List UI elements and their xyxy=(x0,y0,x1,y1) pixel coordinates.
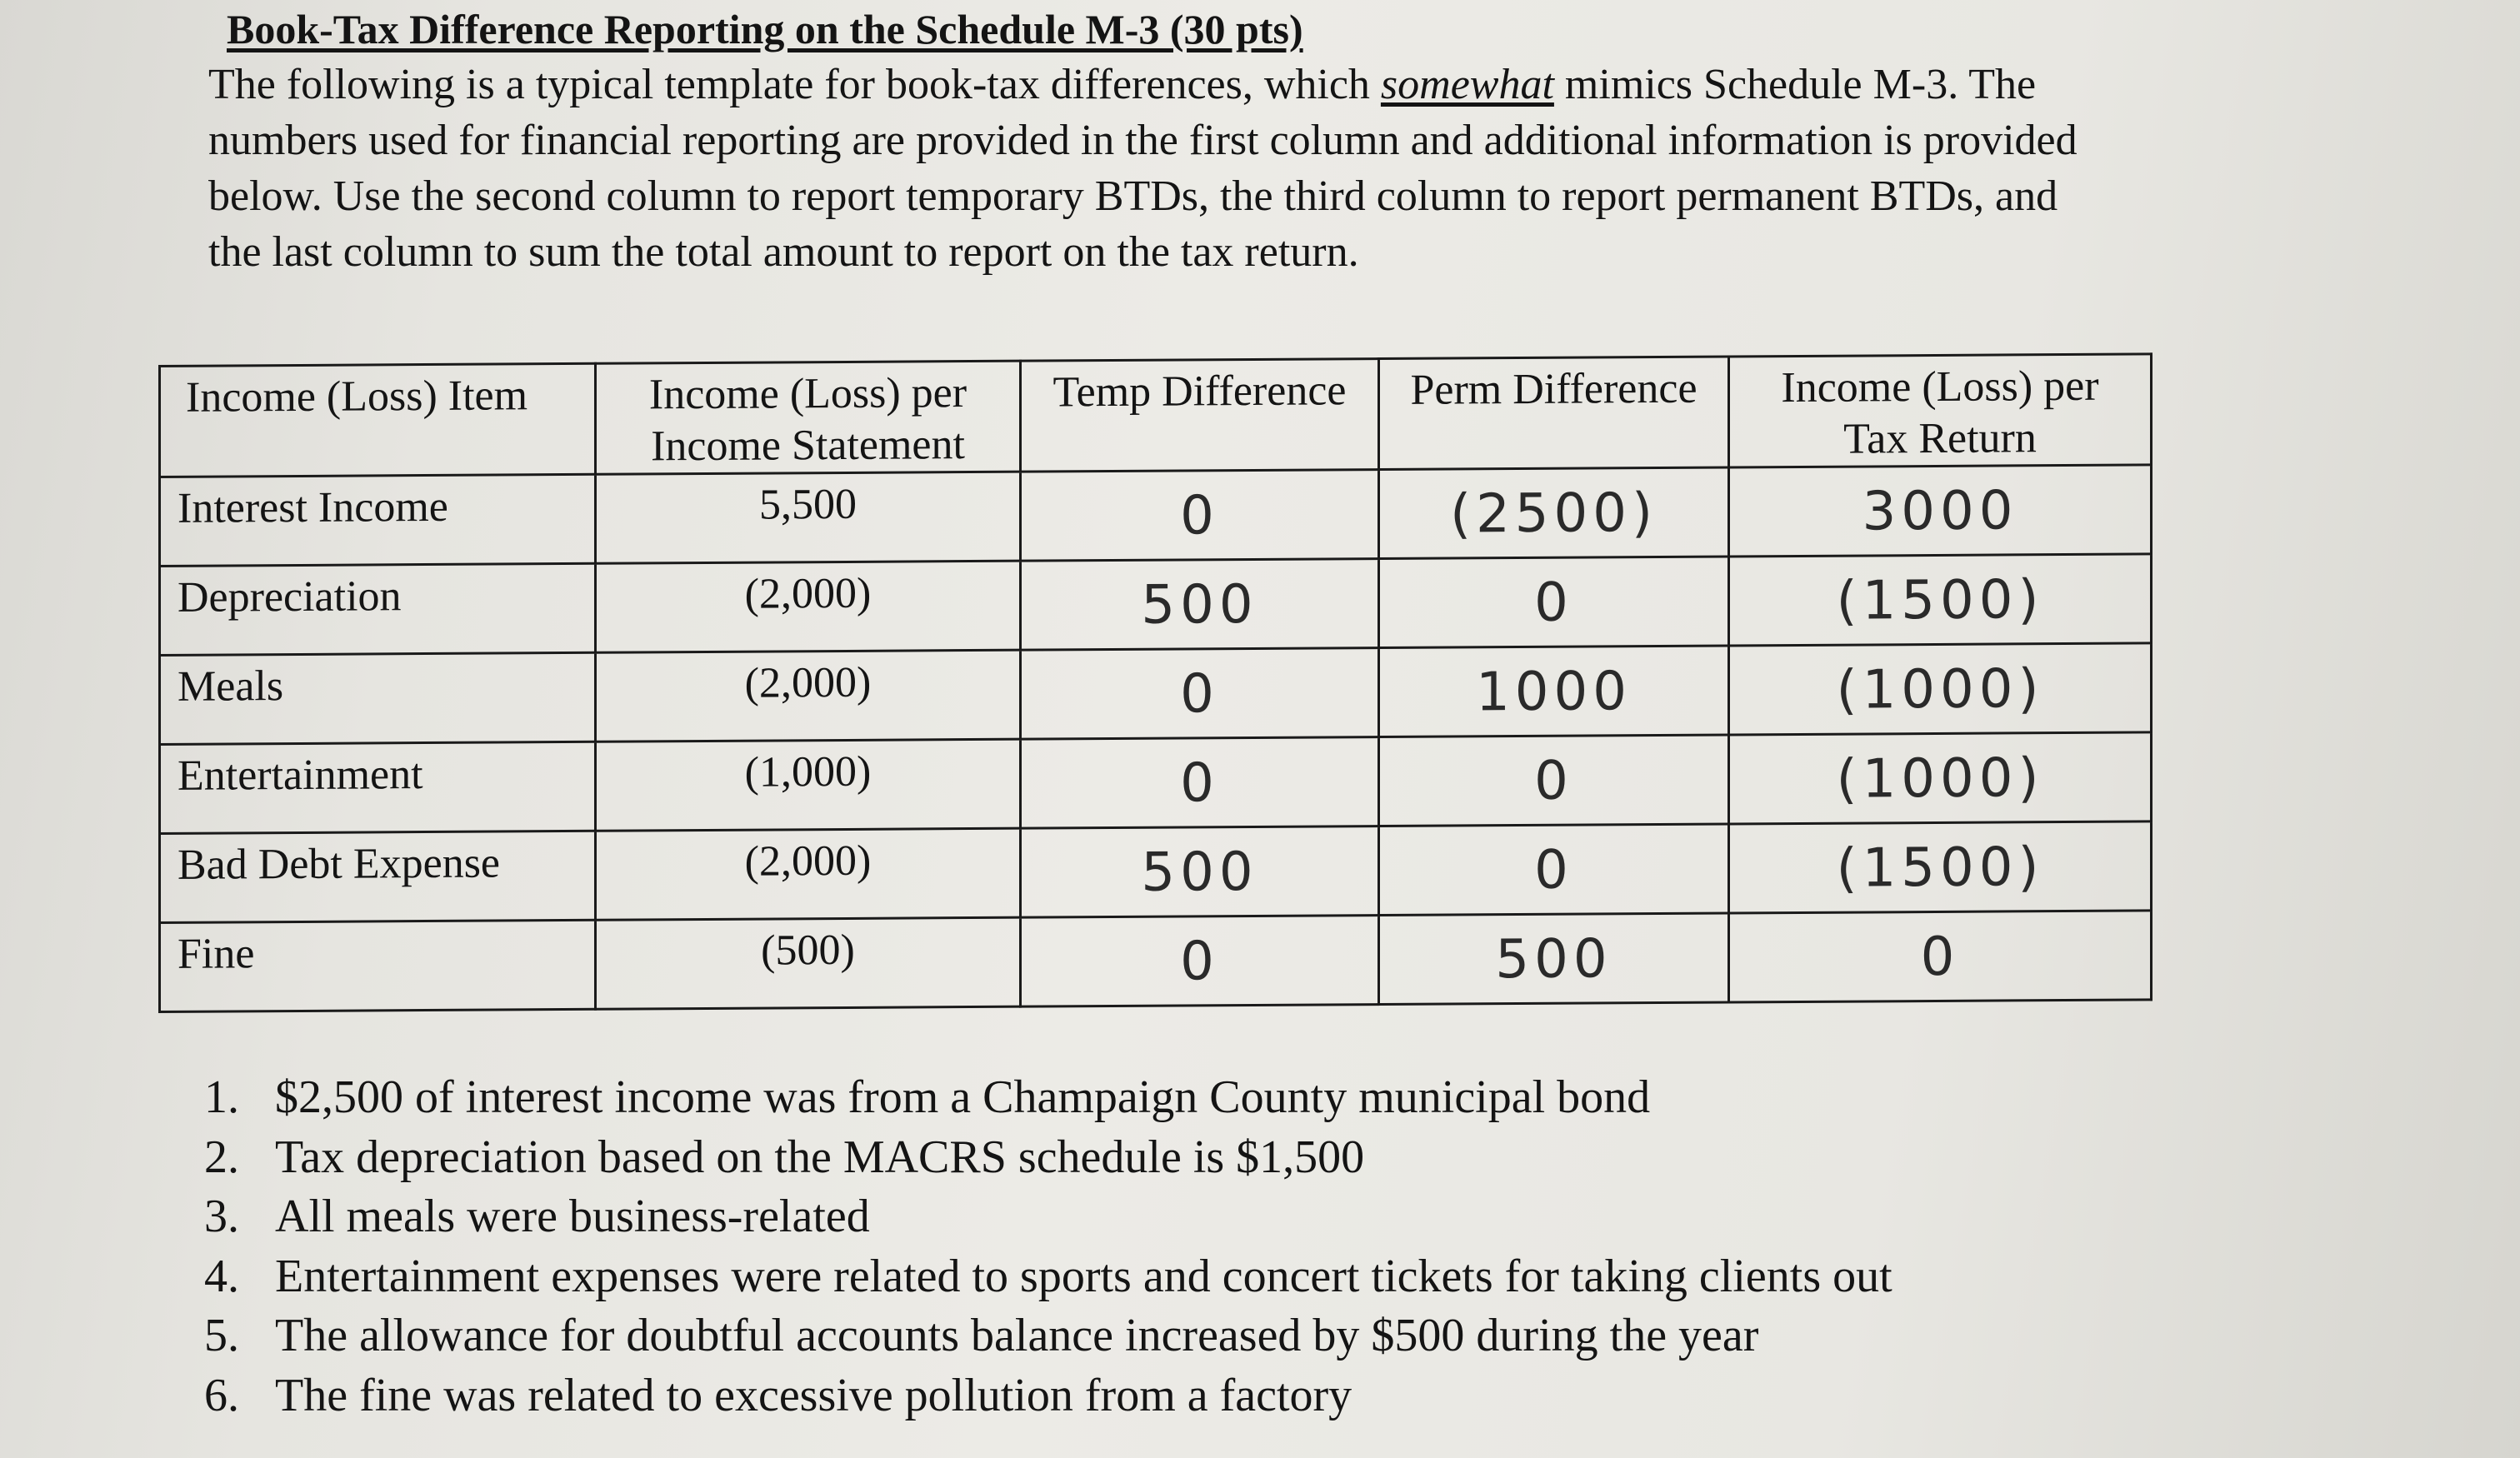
row-item: Depreciation xyxy=(160,563,596,655)
page-title: Book-Tax Difference Reporting on the Schedule M-3 (30 pts) xyxy=(227,6,1303,52)
header-temp: Temp Difference xyxy=(1021,359,1379,472)
row-perm[interactable]: 0 xyxy=(1379,824,1729,916)
row-perm[interactable]: 0 xyxy=(1379,735,1729,826)
list-item-text: The fine was related to excessive pollution from a factory xyxy=(275,1369,1352,1421)
table-row xyxy=(160,732,2152,834)
list-item-number: 2. xyxy=(204,1131,239,1183)
row-item: Interest Income xyxy=(160,474,596,566)
row-perm[interactable]: 1000 xyxy=(1379,646,1729,737)
table-header-row xyxy=(160,354,2152,477)
row-tax[interactable]: 3000 xyxy=(1729,465,2152,557)
row-temp[interactable]: 500 xyxy=(1021,559,1379,651)
header-item: Income (Loss) Item xyxy=(160,363,596,477)
intro-emphasis: somewhat xyxy=(1380,61,1554,108)
list-item-number: 3. xyxy=(204,1191,239,1242)
row-item: Entertainment xyxy=(160,741,596,833)
row-book: (1,000) xyxy=(596,739,1021,831)
list-item xyxy=(204,1128,1892,1188)
list-item-text: The allowance for doubtful accounts balance increased by $500 during the year xyxy=(275,1310,1759,1361)
intro-paragraph xyxy=(208,57,2092,280)
row-tax[interactable]: (1000) xyxy=(1729,643,2152,735)
list-item xyxy=(204,1306,1892,1366)
row-temp[interactable]: 0 xyxy=(1021,470,1379,562)
header-perm: Perm Difference xyxy=(1379,357,1729,470)
table-row xyxy=(160,554,2152,656)
row-book: (2,000) xyxy=(596,828,1021,920)
btd-table-wrapper xyxy=(158,352,2150,1011)
table-row xyxy=(160,643,2152,745)
row-book: (2,000) xyxy=(596,561,1021,652)
row-tax[interactable]: (1500) xyxy=(1729,821,2152,913)
list-item-text: All meals were business-related xyxy=(275,1191,870,1242)
list-item-text: Entertainment expenses were related to sports and concert tickets for taking clients out xyxy=(275,1250,1892,1302)
list-item-number: 5. xyxy=(204,1310,239,1361)
row-temp[interactable]: 0 xyxy=(1021,916,1379,1007)
row-item: Bad Debt Expense xyxy=(160,831,596,922)
btd-table xyxy=(158,352,2152,1013)
row-temp[interactable]: 0 xyxy=(1021,737,1379,829)
row-perm[interactable]: 0 xyxy=(1379,557,1729,648)
row-perm[interactable]: 500 xyxy=(1379,913,1729,1005)
row-temp[interactable]: 0 xyxy=(1021,648,1379,740)
list-item xyxy=(204,1187,1892,1247)
list-item xyxy=(204,1068,1892,1128)
table-row xyxy=(160,911,2152,1012)
additional-info-list xyxy=(204,1068,1892,1426)
row-tax[interactable]: (1000) xyxy=(1729,732,2152,824)
row-book: (500) xyxy=(596,917,1021,1009)
row-book: (2,000) xyxy=(596,650,1021,741)
table-row xyxy=(160,465,2152,567)
intro-text-end: mimics Schedule M-3. The numbers used for financial reporting are provided in the first column and additional information is provided below. Use the second column to report temporary BTDs, the third column to report permanent BTDs, and the last column to sum the total amount to report on the tax return. xyxy=(208,61,2078,276)
list-item-number: 1. xyxy=(204,1071,239,1123)
header-book: Income (Loss) per Income Statement xyxy=(596,361,1021,474)
row-perm[interactable]: (2500) xyxy=(1379,467,1729,559)
header-tax: Income (Loss) per Tax Return xyxy=(1729,354,2152,467)
row-tax[interactable]: (1500) xyxy=(1729,554,2152,646)
row-book: 5,500 xyxy=(596,472,1021,563)
list-item-text: Tax depreciation based on the MACRS schedule is $1,500 xyxy=(275,1131,1365,1183)
list-item-number: 6. xyxy=(204,1369,239,1421)
intro-text-start: The following is a typical template for book-tax differences, which xyxy=(208,61,1381,108)
row-tax[interactable]: 0 xyxy=(1729,911,2152,1002)
list-item xyxy=(204,1247,1892,1307)
row-item: Meals xyxy=(160,652,596,744)
row-temp[interactable]: 500 xyxy=(1021,826,1379,918)
table-row xyxy=(160,821,2152,923)
list-item xyxy=(204,1366,1892,1426)
row-item: Fine xyxy=(160,920,596,1011)
list-item-number: 4. xyxy=(204,1250,239,1302)
list-item-text: $2,500 of interest income was from a Champaign County municipal bond xyxy=(275,1071,1651,1123)
